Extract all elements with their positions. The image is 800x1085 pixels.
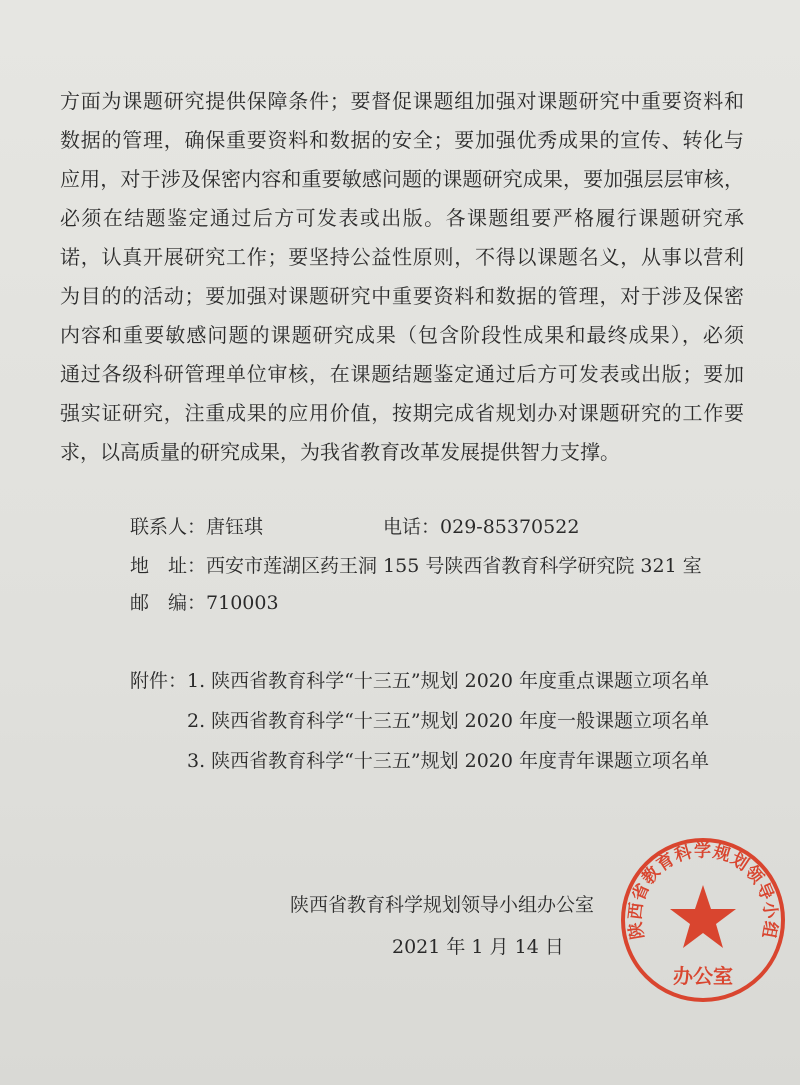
attachment-item: 3. 陕西省教育科学“十三五”规划 2020 年度青年课题立项名单 — [187, 750, 710, 772]
seal-center-text: 办公室 — [673, 964, 733, 988]
contact-postcode: 710003 — [206, 592, 279, 614]
paragraph-line: 强实证研究，注重成果的应用价值，按期完成省规划办对课题研究的工作要 — [60, 401, 744, 425]
issuer-signature: 陕西省教育科学规划领导小组办公室 — [290, 894, 595, 916]
contact-address-row — [130, 551, 702, 578]
contact-postcode-row — [130, 588, 279, 615]
official-seal-icon — [618, 835, 788, 1005]
contact-postcode-label: 邮 编： — [130, 592, 207, 614]
contact-phone: 029-85370522 — [440, 516, 580, 538]
contact-person: 唐钰琪 — [206, 516, 264, 538]
paragraph-line: 内容和重要敏感问题的课题研究成果（包含阶段性成果和最终成果），必须 — [60, 323, 744, 347]
contact-person-label: 联系人： — [130, 516, 207, 538]
contact-phone-label: 电话： — [383, 516, 441, 538]
seal-ring-text: 陕西省教育科学规划领导小组 — [625, 841, 781, 941]
attachment-item: 2. 陕西省教育科学“十三五”规划 2020 年度一般课题立项名单 — [187, 710, 710, 732]
paragraph-line: 为目的的活动；要加强对课题研究中重要资料和数据的管理，对于涉及保密 — [60, 284, 744, 308]
issue-date: 2021 年 1 月 14 日 — [392, 936, 564, 958]
contact-address: 西安市莲湖区药王洞 155 号陕西省教育科学研究院 321 室 — [206, 555, 702, 577]
paragraph-line: 通过各级科研管理单位审核，在课题结题鉴定通过后方可发表或出版；要加 — [60, 362, 744, 386]
paragraph-line: 求，以高质量的研究成果，为我省教育改革发展提供智力支撑。 — [60, 440, 620, 464]
contact-phone-row — [383, 512, 579, 539]
paragraph-line: 必须在结题鉴定通过后方可发表或出版。各课题组要严格履行课题研究承 — [60, 206, 744, 230]
attachment-item: 1. 陕西省教育科学“十三五”规划 2020 年度重点课题立项名单 — [187, 670, 710, 692]
attachments-label: 附件： — [130, 670, 188, 692]
paragraph-line: 数据的管理，确保重要资料和数据的安全；要加强优秀成果的宣传、转化与 — [60, 128, 744, 152]
body-paragraph — [60, 82, 744, 472]
contact-address-label: 地 址： — [130, 555, 207, 577]
contact-person-row — [130, 512, 263, 539]
paragraph-line: 应用，对于涉及保密内容和重要敏感问题的课题研究成果，要加强层层审核， — [60, 167, 744, 191]
paragraph-line: 诺，认真开展研究工作；要坚持公益性原则，不得以课题名义，从事以营利 — [60, 245, 744, 269]
paragraph-line: 方面为课题研究提供保障条件；要督促课题组加强对课题研究中重要资料和 — [60, 89, 744, 113]
